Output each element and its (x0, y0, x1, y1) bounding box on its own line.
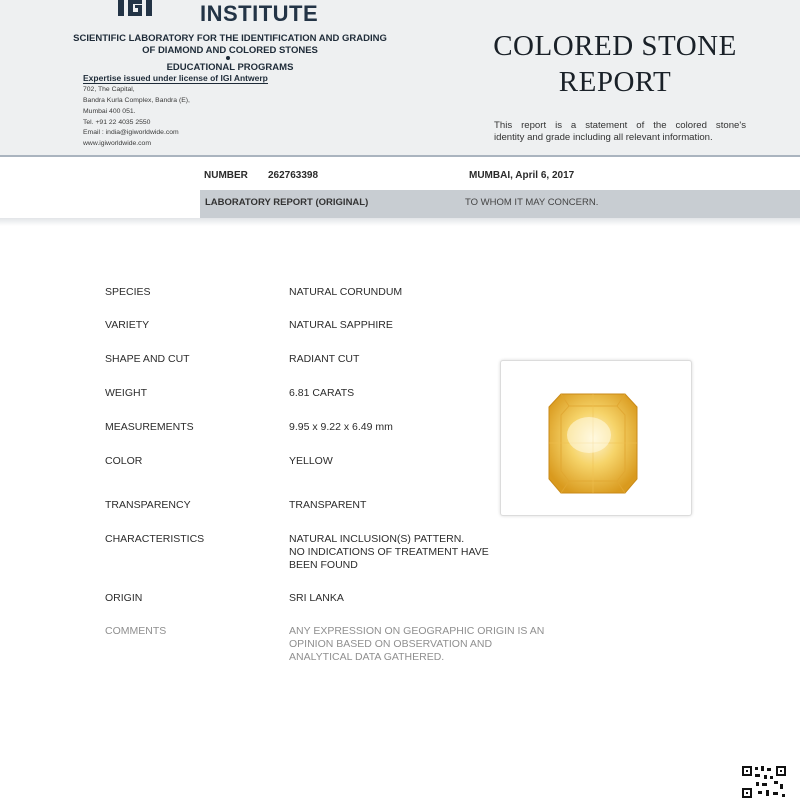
institute-name: INSTITUTE (200, 1, 319, 26)
separator-dot (226, 56, 230, 60)
statement-line2: identity and grade including all relevant information. (494, 132, 713, 143)
expertise-license: Expertise issued under license of IGI Antwerp (83, 73, 268, 83)
email-line: Email : india@igiworldwide.com (83, 129, 179, 136)
report-title-line1: COLORED STONE (493, 30, 737, 62)
address-line: Mumbai 400 051. (83, 108, 136, 115)
origin-label: ORIGIN (105, 592, 143, 604)
weight-label: WEIGHT (105, 387, 147, 399)
transparency-label: TRANSPARENCY (105, 499, 191, 511)
yellow-sapphire-icon (501, 361, 691, 515)
measurements-value: 9.95 x 9.22 x 6.49 mm (289, 421, 393, 433)
shape-label: SHAPE AND CUT (105, 353, 190, 365)
address-line: 702, The Capital, (83, 86, 135, 93)
report-title-line2: REPORT (558, 66, 672, 98)
comments-label: COMMENTS (105, 625, 167, 637)
lab-description-line2: OF DIAMOND AND COLORED STONES (142, 45, 318, 56)
number-label: NUMBER (204, 170, 248, 181)
igi-logo-icon (116, 0, 156, 18)
divider (0, 218, 800, 226)
variety-value: NATURAL SAPPHIRE (289, 319, 393, 331)
origin-value: SRI LANKA (289, 592, 344, 604)
phone-line: Tel. +91 22 4035 2550 (83, 119, 151, 126)
species-label: SPECIES (105, 286, 151, 298)
lab-description-line1: SCIENTIFIC LABORATORY FOR THE IDENTIFICATION AND GRADING (73, 33, 387, 44)
website-line: www.igiworldwide.com (83, 140, 151, 147)
statement-line1: This report is a statement of the colored stone's (494, 120, 746, 131)
report-type-bar (200, 190, 800, 218)
color-value: YELLOW (289, 455, 333, 467)
characteristics-line: BEEN FOUND (289, 559, 358, 571)
measurements-label: MEASUREMENTS (105, 421, 194, 433)
address-line: Bandra Kurla Complex, Bandra (E), (83, 97, 190, 104)
stone-photo-card (500, 360, 692, 516)
variety-label: VARIETY (105, 319, 150, 331)
qr-code-icon (740, 764, 788, 800)
educational-programs: EDUCATIONAL PROGRAMS (166, 62, 294, 73)
concern-text: TO WHOM IT MAY CONCERN. (465, 197, 599, 208)
comments-line: OPINION BASED ON OBSERVATION AND (289, 638, 493, 650)
report-type-label: LABORATORY REPORT (ORIGINAL) (205, 197, 369, 208)
species-value: NATURAL CORUNDUM (289, 286, 403, 298)
color-label: COLOR (105, 455, 143, 467)
comments-line: ANY EXPRESSION ON GEOGRAPHIC ORIGIN IS AN (289, 625, 545, 637)
characteristics-line: NO INDICATIONS OF TREATMENT HAVE (289, 546, 489, 558)
report-header (0, 0, 800, 157)
shape-value: RADIANT CUT (289, 353, 360, 365)
characteristics-line: NATURAL INCLUSION(S) PATTERN. (289, 533, 465, 545)
transparency-value: TRANSPARENT (289, 499, 367, 511)
comments-line: ANALYTICAL DATA GATHERED. (289, 651, 445, 663)
place-date: MUMBAI, April 6, 2017 (469, 170, 575, 181)
weight-value: 6.81 CARATS (289, 387, 355, 399)
characteristics-label: CHARACTERISTICS (105, 533, 205, 545)
report-number: 262763398 (268, 170, 319, 181)
